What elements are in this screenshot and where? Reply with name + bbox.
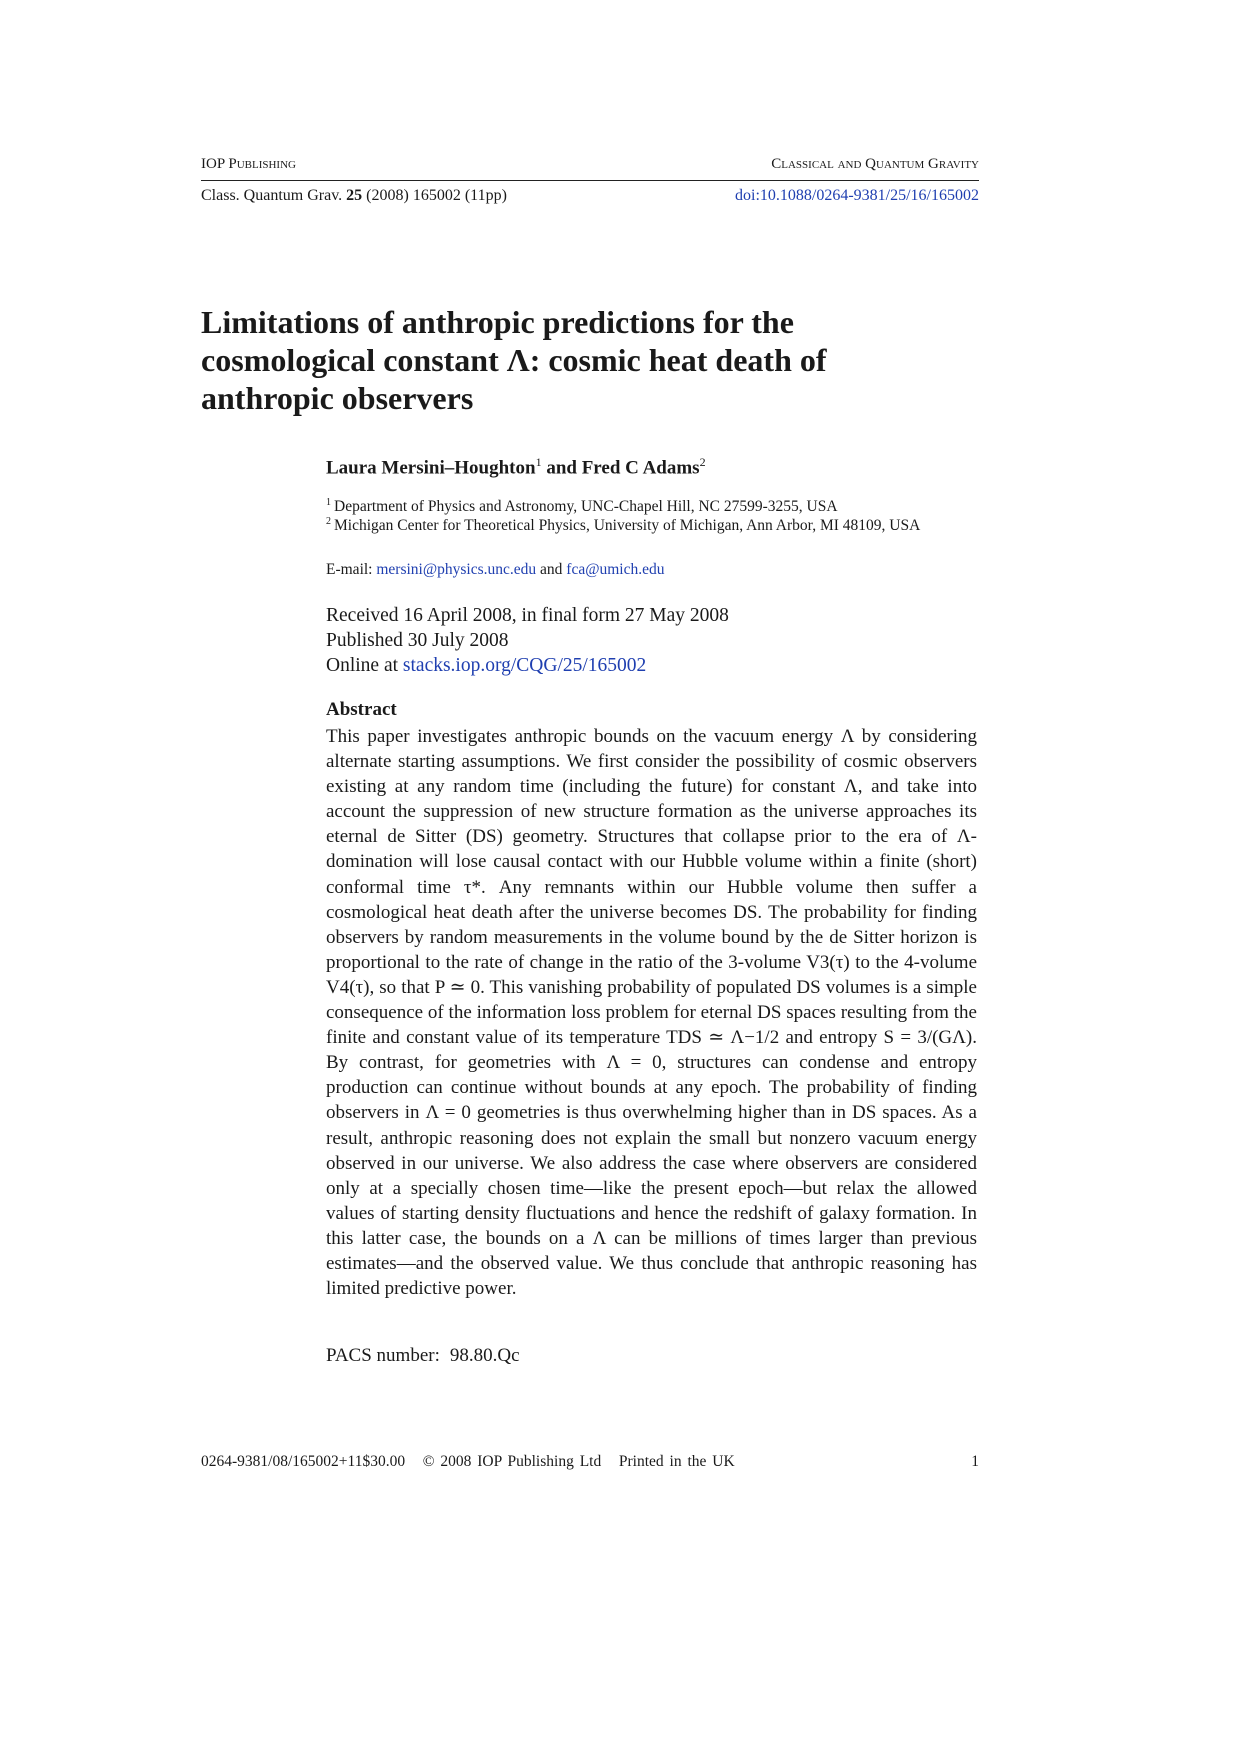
citation-volume: 25 <box>346 187 363 204</box>
affiliation-2 <box>326 516 920 535</box>
running-head <box>201 154 979 181</box>
abstract-heading: Abstract <box>326 699 397 720</box>
citation-prefix: Class. Quantum Grav. <box>201 187 343 204</box>
affiliation-text: Michigan Center for Theoretical Physics, University of Michigan, Ann Arbor, MI 48109, USA <box>334 517 921 535</box>
online-link[interactable]: stacks.iop.org/CQG/25/165002 <box>402 655 647 676</box>
email-conjunction: and <box>540 561 563 578</box>
citation-suffix: (2008) 165002 (11pp) <box>366 187 507 204</box>
doi-link[interactable]: doi:10.1088/0264-9381/25/16/165002 <box>735 187 979 204</box>
affiliation-number: 2 <box>326 516 331 527</box>
publisher-name: IOP Publishing <box>201 156 296 172</box>
printed-notice: Printed in the UK <box>618 1453 735 1470</box>
author-list <box>326 455 706 479</box>
paper-title: Limitations of anthropic predictions for the cosmological constant Λ: cosmic heat death of anthropic observers <box>201 304 827 416</box>
pacs-value: 98.80.Qc <box>449 1345 520 1366</box>
email-link[interactable]: fca@umich.edu <box>566 561 665 578</box>
affiliation-number: 1 <box>326 497 331 508</box>
copyright-notice: © 2008 IOP Publishing Ltd <box>422 1453 602 1470</box>
received-date: Received 16 April 2008, in final form 27 May 2008 <box>326 605 729 626</box>
author-name: Laura Mersini–Houghton <box>326 457 536 479</box>
pacs-label: PACS number: <box>326 1345 440 1366</box>
abstract-text: This paper investigates anthropic bounds on the vacuum energy Λ by considering alternate starting assumptions. We first consider the possibility of cosmic observers existing at any random time (including the future) for constant Λ, and take into account the suppression of new structure formation as the universe approaches its eternal de Sitter (DS) geometry. Structures that collapse prior to the era of Λ-domination will lose causal contact with our Hubble volume within a finite (short) conformal time τ*. Any remnants within our Hubble volume then suffer a cosmological heat death after the universe becomes DS. The probability for finding observers by random measurements in the volume bound by the de Sitter horizon is proportional to the rate of change in the ratio of the 3-volume V3(τ) to the 4-volume V4(τ), so that P ≃ 0. This vanishing probability of populated DS volumes is a simple consequence of the information loss problem for eternal DS spaces resulting from the finite and constant value of its temperature TDS ≃ Λ−1/2 and entropy S = 3/(GΛ). By contrast, for geometries with Λ = 0, structures can condense and entropy production can continue without bounds at any epoch. The probability of finding observers in Λ = 0 geometries is thus overwhelming higher than in DS spaces. As a result, anthropic reasoning does not explain the small but nonzero vacuum energy observed in our universe. We also address the case where observers are considered only at a specially chosen time—like the present epoch—but relax the allowed values of starting density fluctuations and hence the redshift of galaxy formation. In this latter case, the bounds on a Λ can be millions of times larger than previous estimates—and the observed value. We thus conclude that anthropic reasoning has limited predictive power. <box>326 726 977 1300</box>
online-line <box>326 653 729 678</box>
affiliation-marker: 1 <box>535 455 542 469</box>
author-conjunction: and <box>546 457 577 479</box>
author-name: Fred C Adams <box>581 457 700 479</box>
journal-citation <box>201 187 507 205</box>
affiliation-1 <box>326 497 838 516</box>
email-label: E-mail: <box>326 561 373 578</box>
email-line <box>326 561 665 579</box>
footer-info <box>201 1453 735 1471</box>
page-number: 1 <box>971 1453 979 1470</box>
published-date: Published 30 July 2008 <box>326 630 509 651</box>
affiliation-text: Department of Physics and Astronomy, UNC-Chapel Hill, NC 27599-3255, USA <box>334 498 838 516</box>
email-link[interactable]: mersini@physics.unc.edu <box>376 561 537 578</box>
journal-name: Classical and Quantum Gravity <box>771 156 979 172</box>
affiliation-marker: 2 <box>699 455 706 469</box>
online-label: Online at <box>326 655 399 676</box>
publication-history <box>326 603 729 678</box>
pacs-line <box>326 1345 520 1367</box>
article-code: 0264-9381/08/165002+11$30.00 <box>201 1453 406 1470</box>
